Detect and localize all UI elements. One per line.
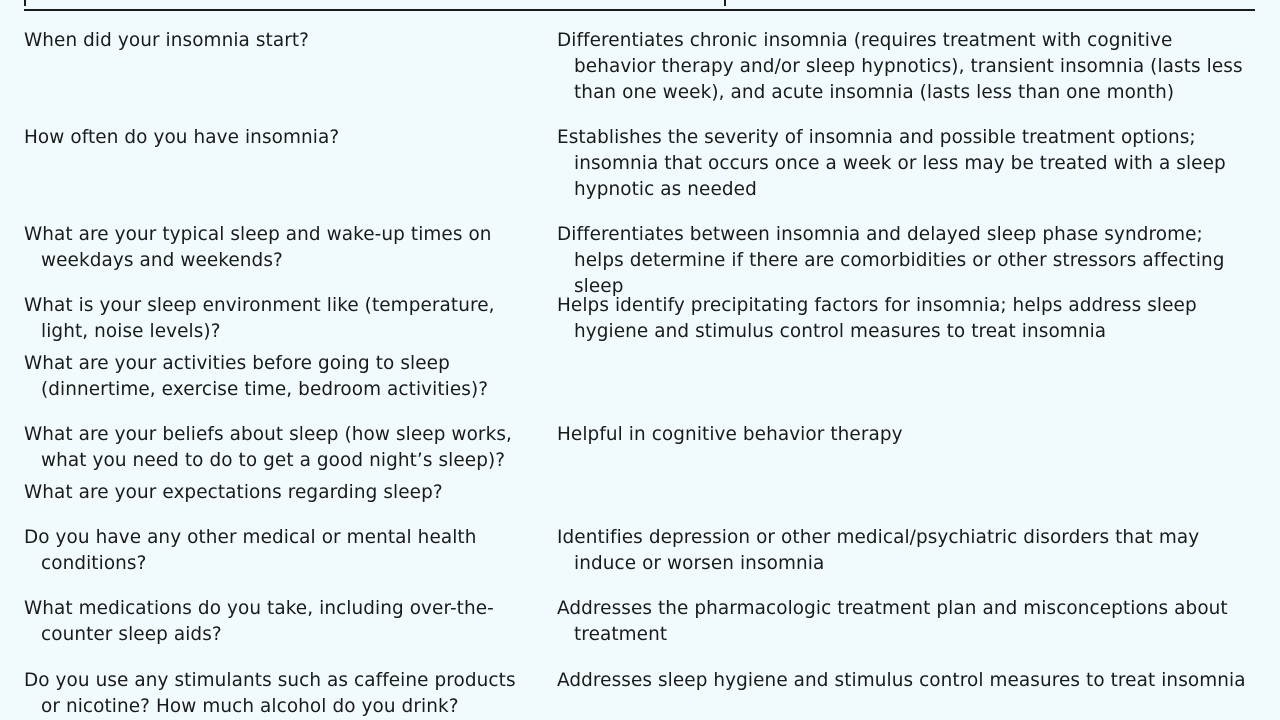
question-text: When did your insomnia start? <box>24 30 310 51</box>
question-text: What are your typical sleep and wake-up times on weekdays and weekends? <box>24 224 492 271</box>
rationale-text: Identifies depression or other medical/psychiatric disorders that may induce or worsen insomnia <box>557 527 1200 574</box>
rationale-text: Addresses the pharmacologic treatment plan and misconceptions about treatment <box>557 598 1228 645</box>
question-cell <box>24 525 534 577</box>
question-cell <box>24 668 534 720</box>
question-text: Do you have any other medical or mental health conditions? <box>24 527 477 574</box>
rationale-cell <box>557 596 1257 648</box>
rationale-cell <box>557 525 1257 577</box>
header-cut-mark-right <box>724 0 726 6</box>
rationale-cell <box>557 668 1257 694</box>
question-text: What are your beliefs about sleep (how sleep works, what you need to do to get a good night’s sleep)? <box>24 424 512 471</box>
question-text: How often do you have insomnia? <box>24 127 340 148</box>
rationale-text: Differentiates chronic insomnia (requires treatment with cognitive behavior therapy and/or sleep hypnotics), transient insomnia (lasts less than one week), and acute insomnia (lasts less than one month) <box>557 30 1243 103</box>
header-cut-mark-left <box>24 0 26 6</box>
rationale-cell <box>557 125 1257 203</box>
question-cell <box>24 125 534 151</box>
question-text: What are your expectations regarding sleep? <box>24 482 443 503</box>
rationale-cell <box>557 293 1257 345</box>
rationale-text: Addresses sleep hygiene and stimulus control measures to treat insomnia <box>557 670 1246 691</box>
table-header-rule <box>24 9 1255 11</box>
rationale-text: Establishes the severity of insomnia and possible treatment options; insomnia that occurs once a week or less may be treated with a sleep hypnotic as needed <box>557 127 1226 200</box>
rationale-cell <box>557 28 1257 106</box>
question-cell <box>24 293 534 403</box>
question-text: What is your sleep environment like (temperature, light, noise levels)? <box>24 295 495 342</box>
question-text: What are your activities before going to sleep (dinnertime, exercise time, bedroom activities)? <box>24 353 489 400</box>
question-text: What medications do you take, including over-the-counter sleep aids? <box>24 598 494 645</box>
rationale-text: Differentiates between insomnia and delayed sleep phase syndrome; helps determine if there are comorbidities or other stressors affecting sleep <box>557 224 1225 297</box>
rationale-text: Helpful in cognitive behavior therapy <box>557 424 903 445</box>
rationale-text: Helps identify precipitating factors for insomnia; helps address sleep hygiene and stimulus control measures to treat insomnia <box>557 295 1197 342</box>
question-cell <box>24 596 534 648</box>
rationale-cell <box>557 222 1257 300</box>
question-cell <box>24 28 534 54</box>
question-text: Do you use any stimulants such as caffeine products or nicotine? How much alcohol do you drink? <box>24 670 516 717</box>
question-cell <box>24 222 534 274</box>
question-cell <box>24 422 534 506</box>
rationale-cell <box>557 422 1257 448</box>
